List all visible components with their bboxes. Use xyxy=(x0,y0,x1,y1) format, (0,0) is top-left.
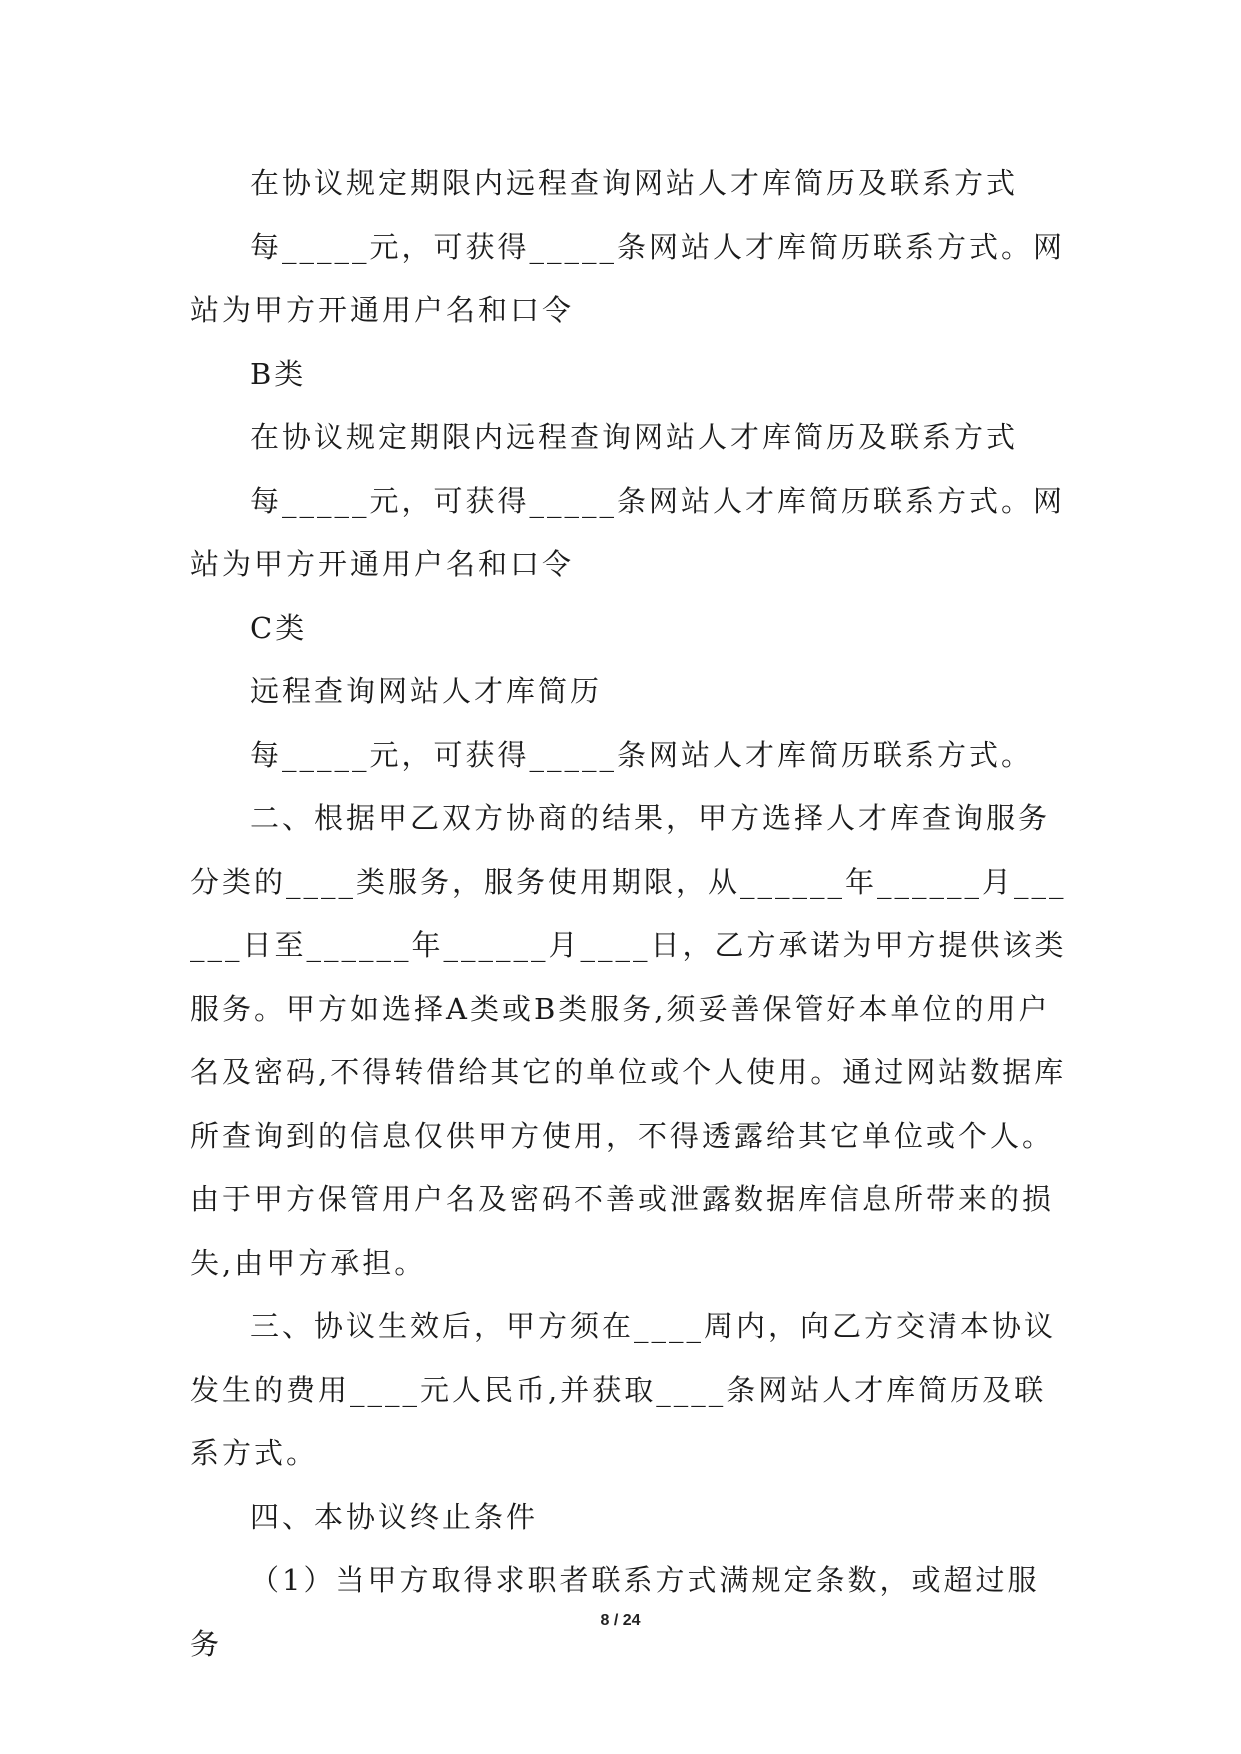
paragraph-8: 每_____元，可获得_____条网站人才库简历联系方式。 xyxy=(250,737,1034,772)
document-body xyxy=(190,152,1070,1676)
page-number: 8 / 24 xyxy=(600,1612,641,1629)
paragraph-3: B类 xyxy=(250,356,307,391)
paragraph-6: C类 xyxy=(250,610,308,645)
paragraph-5: 每_____元，可获得_____条网站人才库简历联系方式。网站为甲方开通用户名和口令 xyxy=(190,483,1066,581)
paragraph-7: 远程查询网站人才库简历 xyxy=(250,674,603,708)
paragraph-12: （1）当甲方取得求职者联系方式满规定条数，或超过服务 xyxy=(190,1563,1040,1661)
paragraph-10: 三、协议生效后，甲方须在____周内，向乙方交清本协议发生的费用____元人民币,并获取____条网站人才库简历及联系方式。 xyxy=(190,1309,1057,1470)
paragraph-11: 四、本协议终止条件 xyxy=(250,1499,539,1534)
paragraph-9: 二、根据甲乙双方协商的结果，甲方选择人才库查询服务分类的____类服务，服务使用期限，从______年______月______日至______年______月____日，乙方承诺为甲方提供该类服务。甲方如选择A类或B类服务,须妥善保管好本单位的用户名及密码,不得转借给其它的单位或个人使用。通过网站数据库所查询到的信息仅供甲方使用，不得透露给其它单位或个人。由于甲方保管用户名及密码不善或泄露数据库信息所带来的损失,由甲方承担。 xyxy=(190,801,1067,1280)
paragraph-2: 每_____元，可获得_____条网站人才库简历联系方式。网站为甲方开通用户名和口令 xyxy=(190,229,1066,327)
paragraph-1: 在协议规定期限内远程查询网站人才库简历及联系方式 xyxy=(250,166,1019,200)
paragraph-4: 在协议规定期限内远程查询网站人才库简历及联系方式 xyxy=(250,420,1019,454)
